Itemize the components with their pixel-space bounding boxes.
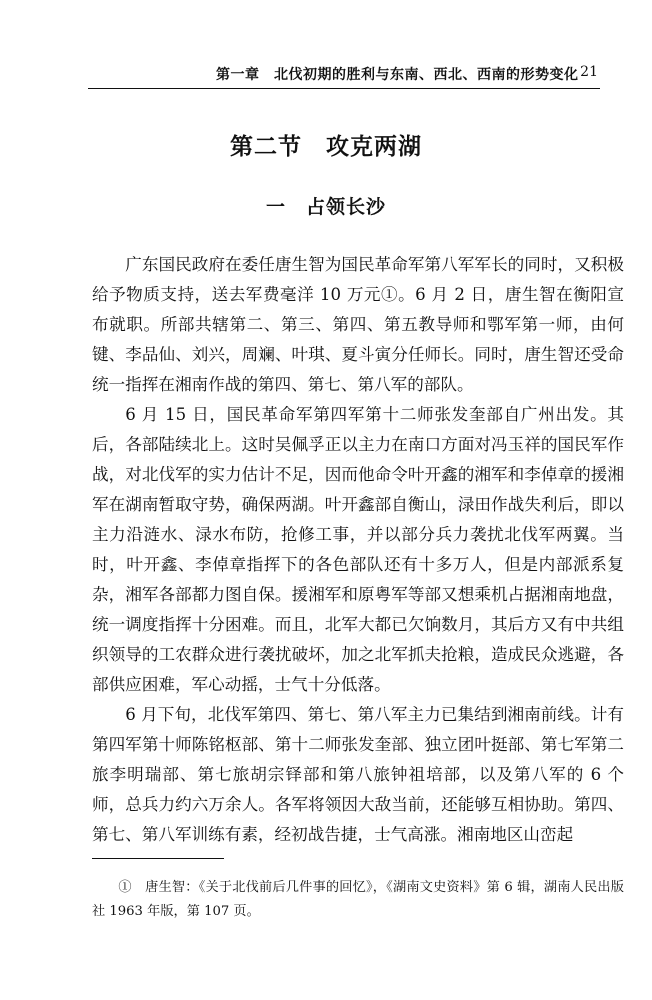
footnote: ① 唐生智：《关于北伐前后几件事的回忆》，《湖南文史资料》第 6 辑，湖南人民出版社 1963 年版，第 107 页。 [92, 880, 624, 919]
running-head [88, 60, 600, 89]
subsection-title: 一 占领长沙 [265, 196, 386, 218]
section-title: 第二节 攻克两湖 [230, 134, 422, 160]
page-number: 21 [580, 64, 598, 80]
body-text [92, 250, 624, 850]
paragraph: 6 月 15 日，国民革命军第四军第十二师张发奎部自广州出发。其后，各部陆续北上。这时吴佩孚正以主力在南口方面对冯玉祥的国民军作战，对北伐军的实力估计不足，因而他命令叶开鑫的湘军和李倬章的援湘军在湖南暂取守势，确保两湖。叶开鑫部自衡山，渌田作战失利后，即以主力沿涟水、渌水布防，抢修工事，并以部分兵力袭扰北伐军两翼。当时，叶开鑫、李倬章指挥下的各色部队还有十多万人，但是内部派系复杂，湘军各部都力图自保。援湘军和原粤军等部又想乘机占据湘南地盘，统一调度指挥十分困难。而且，北军大都已欠饷数月，其后方又有中共组织领导的工农群众进行袭扰破坏，加之北军抓夫抢粮，造成民众逃避，各部供应困难，军心动摇，士气十分低落。 [92, 405, 624, 694]
paragraph: 6 月下旬，北伐军第四、第七、第八军主力已集结到湘南前线。计有第四军第十师陈铭枢部、第十二师张发奎部、独立团叶挺部、第七军第二旅李明瑞部、第七旅胡宗铎部和第八旅钟祖培部，以及第八军的 6 个师，总兵力约六万余人。各军将领因大敌当前，还能够互相协助。第四、第七、第八军训练有素，经初战告捷，士气高涨。湘南地区山峦起 [92, 705, 624, 844]
footnote-divider [92, 858, 224, 859]
running-head-chapter-title: 第一章 北伐初期的胜利与东南、西北、西南的形势变化 [216, 67, 579, 83]
paragraph: 广东国民政府在委任唐生智为国民革命军第八军军长的同时，又积极给予物质支持，送去军费毫洋 10 万元①。6 月 2 日，唐生智在衡阳宣布就职。所部共辖第二、第三、第四、第五教导师和鄂军第一师，由何键、李品仙、刘兴，周斓、叶琪、夏斗寅分任师长。同时，唐生智还受命统一指挥在湘南作战的第四、第七、第八军的部队。 [92, 255, 624, 394]
